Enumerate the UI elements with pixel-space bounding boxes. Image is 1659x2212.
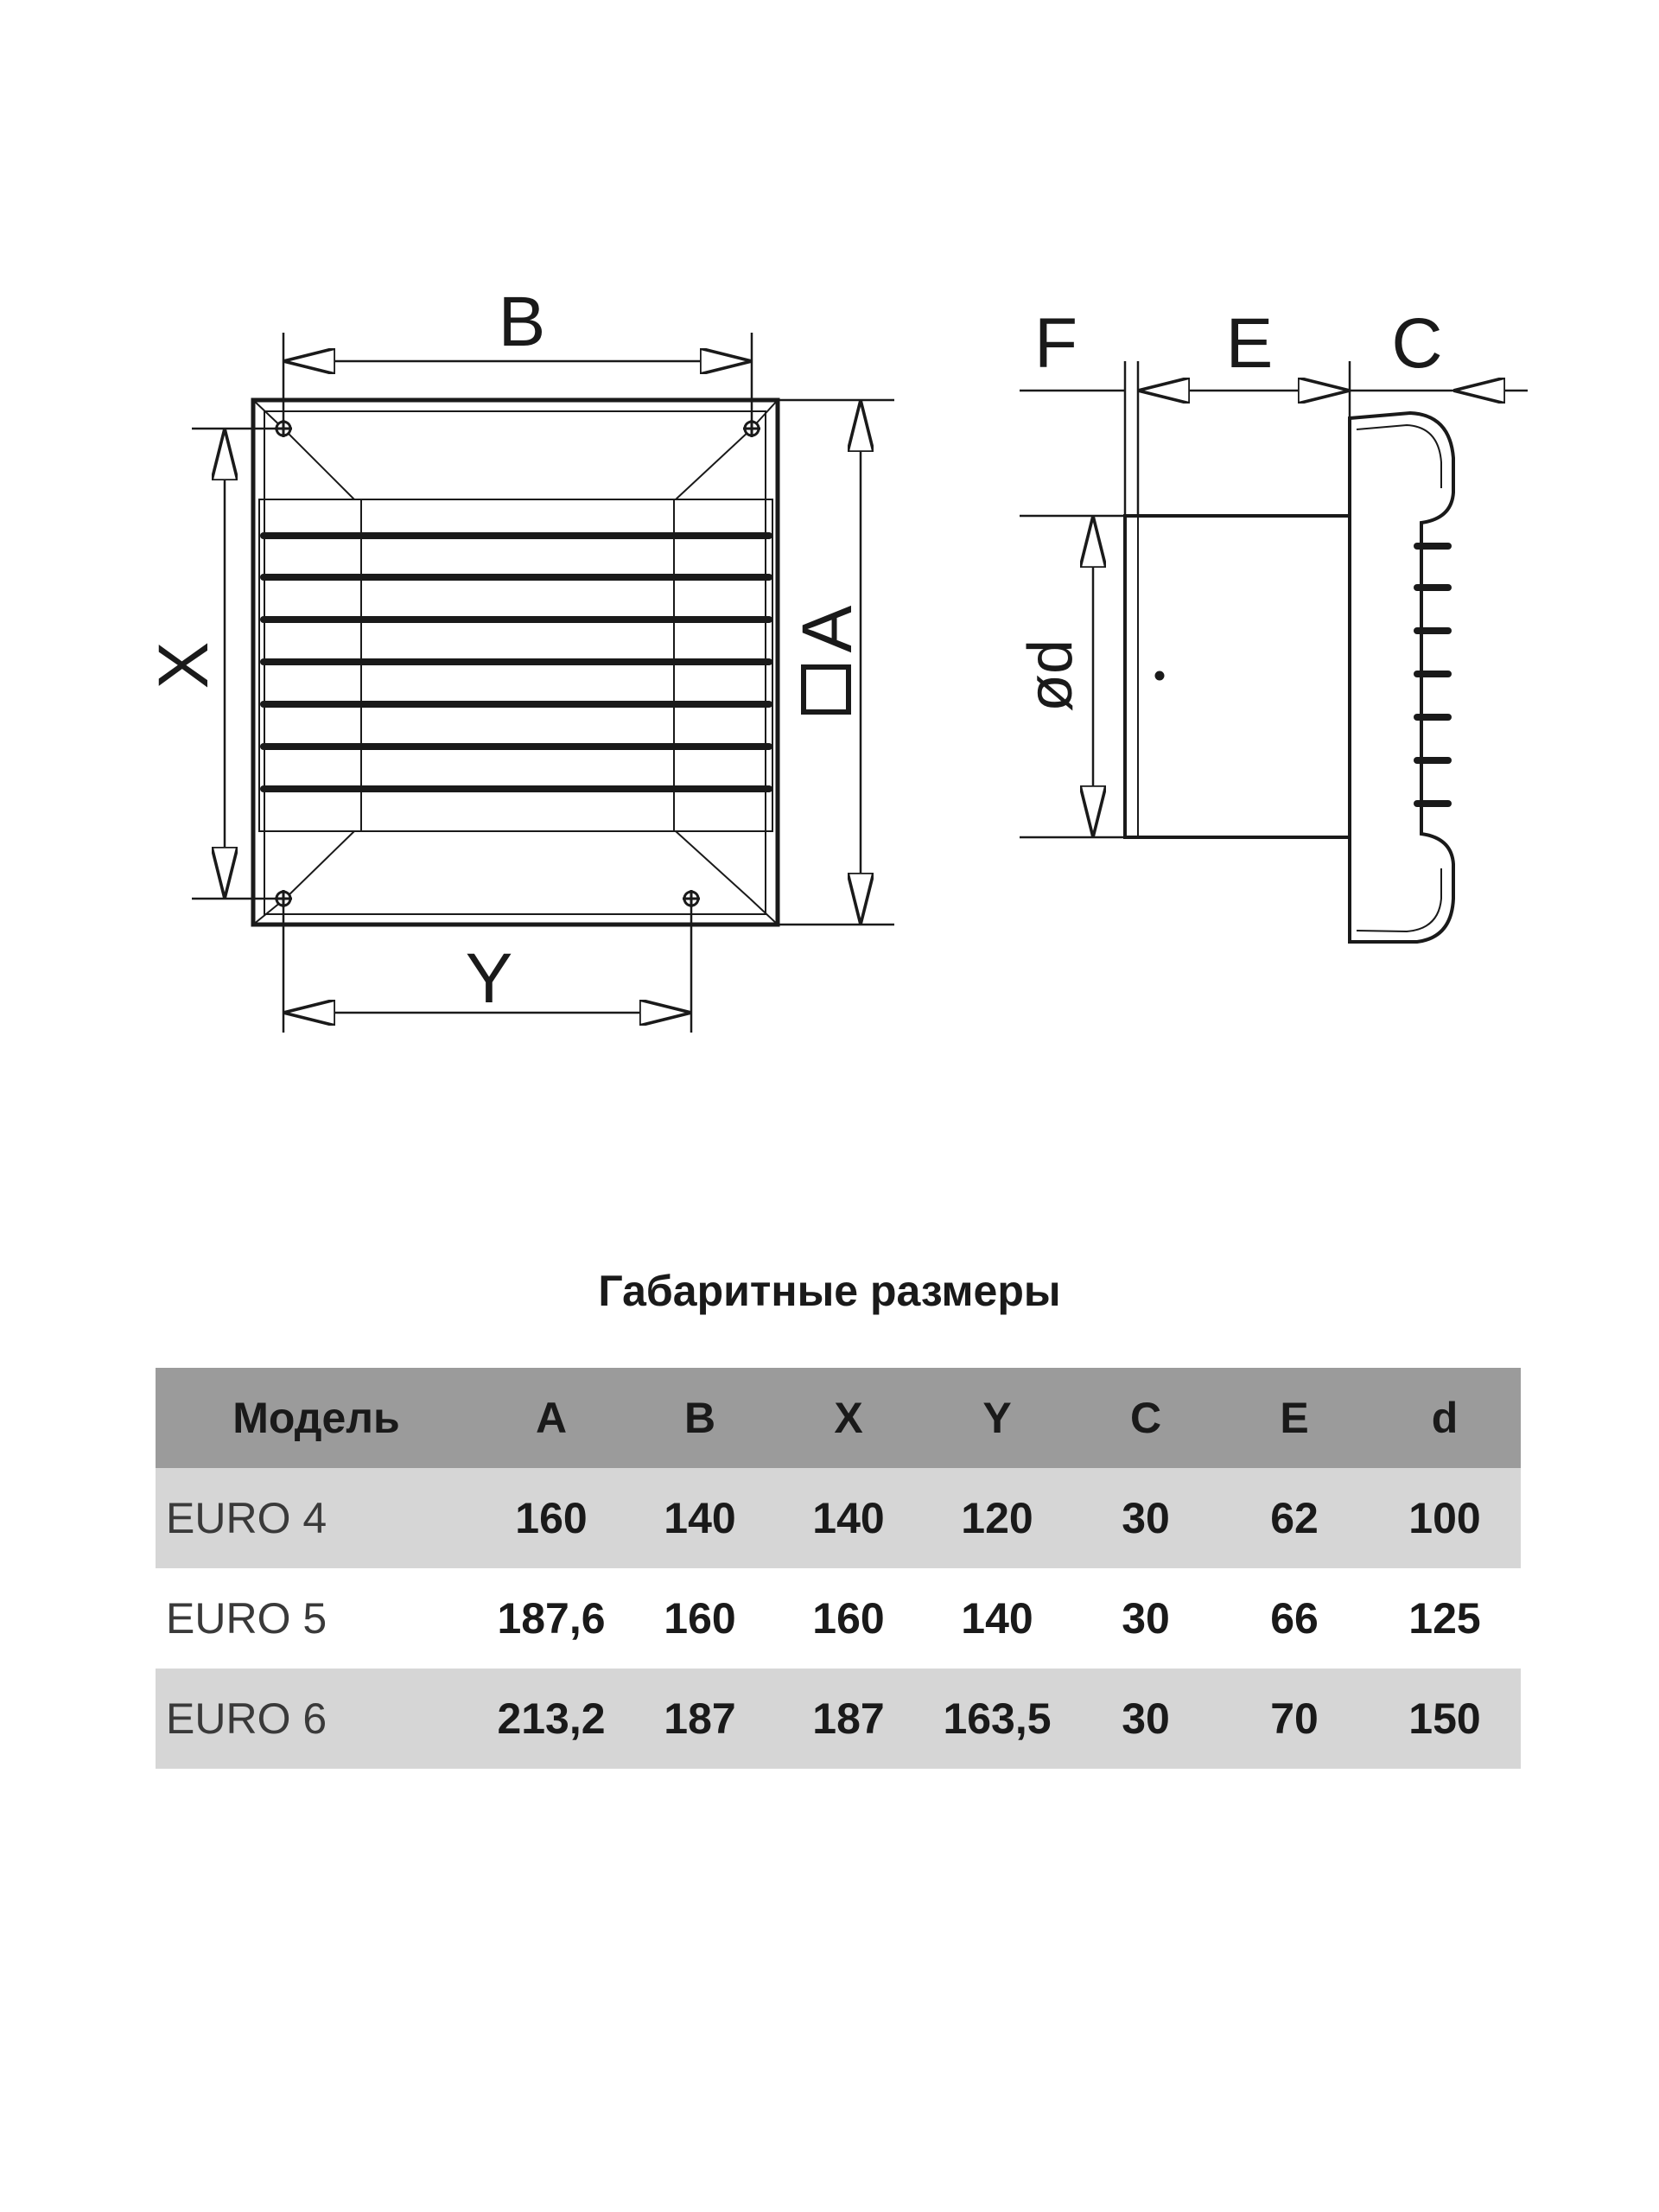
label-x: X — [144, 641, 223, 690]
cell-e: 70 — [1220, 1669, 1369, 1769]
cell-a: 187,6 — [477, 1568, 626, 1669]
front-view — [192, 333, 894, 1033]
cell-x: 160 — [774, 1568, 923, 1669]
header-b: B — [626, 1368, 774, 1468]
cell-x: 140 — [774, 1468, 923, 1568]
label-e: E — [1225, 304, 1274, 383]
header-a: A — [477, 1368, 626, 1468]
cell-c: 30 — [1071, 1568, 1220, 1669]
label-b: B — [498, 283, 546, 361]
cell-a: 160 — [477, 1468, 626, 1568]
label-d: ød — [1016, 639, 1085, 713]
cell-c: 30 — [1071, 1669, 1220, 1769]
dimension-fec — [1020, 361, 1528, 516]
header-x: X — [774, 1368, 923, 1468]
table-title: Габаритные размеры — [598, 1267, 1061, 1315]
header-model: Модель — [156, 1368, 477, 1468]
table-row — [156, 1568, 1521, 1669]
label-f: F — [1033, 304, 1078, 383]
header-e: E — [1220, 1368, 1369, 1468]
cell-y: 163,5 — [923, 1669, 1071, 1769]
table-header-row — [156, 1368, 1521, 1468]
cell-e: 66 — [1220, 1568, 1369, 1669]
cell-d: 125 — [1369, 1568, 1521, 1669]
header-c: C — [1071, 1368, 1220, 1468]
cell-c: 30 — [1071, 1468, 1220, 1568]
cell-e: 62 — [1220, 1468, 1369, 1568]
label-c: C — [1391, 304, 1443, 383]
header-y: Y — [923, 1368, 1071, 1468]
cell-a: 213,2 — [477, 1669, 626, 1769]
cell-model: EURO 4 — [156, 1468, 477, 1568]
cell-model: EURO 5 — [156, 1568, 477, 1669]
header-d: d — [1369, 1368, 1521, 1468]
cell-b: 140 — [626, 1468, 774, 1568]
square-symbol — [804, 667, 849, 712]
cell-b: 187 — [626, 1669, 774, 1769]
side-view — [1020, 361, 1528, 942]
dimensions-table — [156, 1368, 1521, 1769]
table-row — [156, 1669, 1521, 1769]
cell-y: 140 — [923, 1568, 1071, 1669]
cell-y: 120 — [923, 1468, 1071, 1568]
louver-slats — [264, 536, 769, 789]
cell-d: 100 — [1369, 1468, 1521, 1568]
cell-d: 150 — [1369, 1669, 1521, 1769]
table-row — [156, 1468, 1521, 1568]
technical-drawing — [0, 0, 1659, 1080]
cell-x: 187 — [774, 1669, 923, 1769]
cell-b: 160 — [626, 1568, 774, 1669]
label-y: Y — [465, 939, 513, 1018]
label-a: A — [788, 605, 867, 653]
cell-model: EURO 6 — [156, 1669, 477, 1769]
